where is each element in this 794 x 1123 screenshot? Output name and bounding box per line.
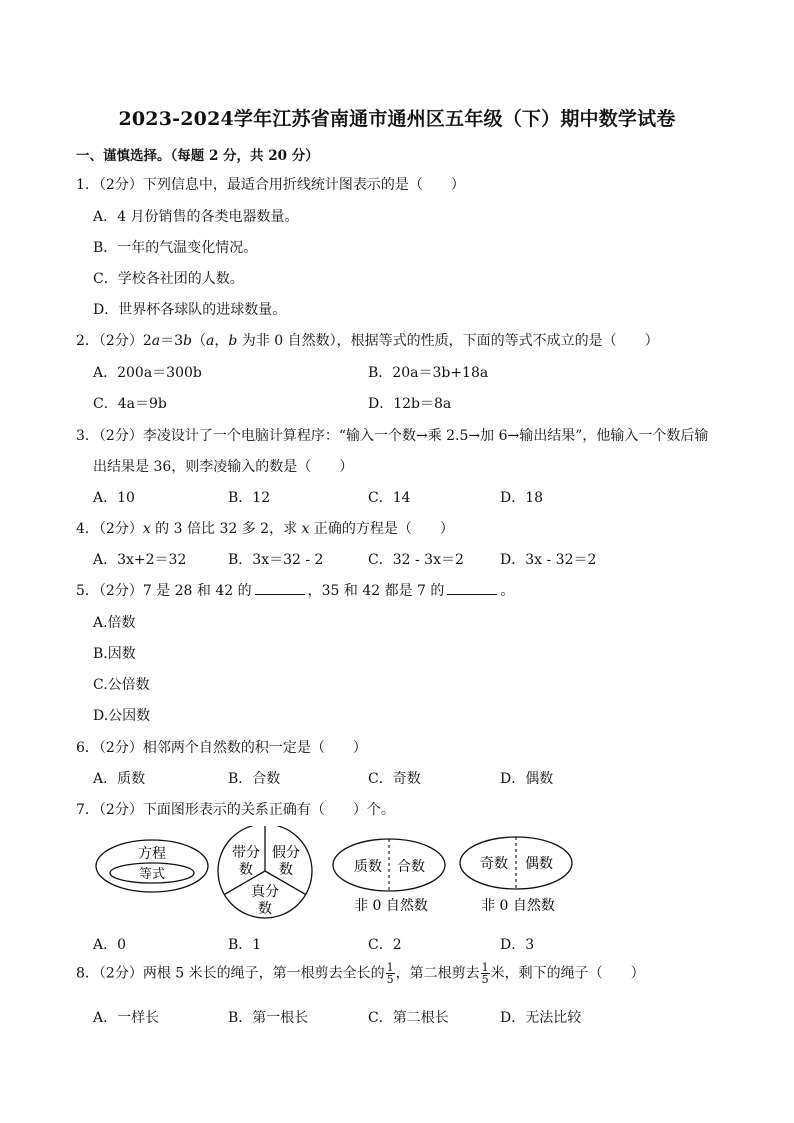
- q2-option-c[interactable]: C．4a＝9b: [93, 396, 167, 412]
- question-3-stem-line2: 出结果是 36，则李凌输入的数是（ ）: [93, 459, 354, 475]
- q2-option-a[interactable]: A．200a＝300b: [93, 365, 202, 381]
- q3-option-a[interactable]: A．10: [93, 490, 135, 506]
- label-even: 偶数: [525, 856, 553, 872]
- fraction-one-fifth: $\frac{1}{5}$: [386, 961, 394, 986]
- q6-option-b[interactable]: B．合数: [228, 771, 281, 787]
- question-1-stem: 1．（2分）下列信息中，最适合用折线统计图表示的是（ ）: [76, 177, 465, 193]
- question-5-stem: 5．（2分）7 是 28 和 42 的 ，35 和 42 都是 7 的 。: [76, 583, 515, 599]
- q4-option-c[interactable]: C．32 - 3x＝2: [368, 552, 464, 568]
- q6-option-a[interactable]: A．质数: [93, 771, 146, 787]
- q5-option-b[interactable]: B.因数: [93, 646, 136, 662]
- diagram-prime-composite: [333, 839, 445, 914]
- answer-blank-2[interactable]: [447, 584, 497, 595]
- label-improper-1: 假分: [272, 845, 300, 861]
- q1-option-b[interactable]: B．一年的气温变化情况。: [93, 240, 258, 256]
- diagram-fractions-circle: [218, 826, 312, 918]
- q6-option-c[interactable]: C．奇数: [368, 771, 421, 787]
- q1-option-a[interactable]: A．4 月份销售的各类电器数量。: [93, 209, 299, 225]
- q2-option-b[interactable]: B．20a＝3b+18a: [368, 365, 489, 381]
- q3-option-b[interactable]: B．12: [228, 490, 271, 506]
- q7-diagrams: [0, 826, 794, 928]
- q3-option-d[interactable]: D．18: [500, 490, 544, 506]
- label-mixed-2: 数: [239, 862, 253, 878]
- question-8-stem: 8．（2分）两根 5 米长的绳子，第一根剪去全长的 $\frac{1}{5}$ ，第二根剪去 $\frac{1}{5}$ 米，剩下的绳子（ ）: [76, 961, 645, 986]
- q6-option-d[interactable]: D．偶数: [500, 771, 554, 787]
- q7-option-d[interactable]: D．3: [500, 937, 535, 953]
- q8-option-d[interactable]: D．无法比较: [500, 1010, 582, 1026]
- q7-option-b[interactable]: B．1: [228, 937, 262, 953]
- fraction-one-fifth-meter: $\frac{1}{5}$: [481, 961, 489, 986]
- q5-option-d[interactable]: D.公因数: [93, 708, 151, 724]
- diagram-odd-even: [460, 837, 572, 914]
- label-equality: 等式: [138, 867, 166, 882]
- q5-option-a[interactable]: A.倍数: [93, 615, 136, 631]
- label-equation: 方程: [138, 846, 166, 862]
- label-proper-1: 真分: [251, 884, 279, 900]
- diagram-equation-set: [96, 840, 208, 892]
- q7-option-a[interactable]: A．0: [93, 937, 127, 953]
- q4-option-b[interactable]: B．3x＝32 - 2: [228, 552, 324, 568]
- question-3-stem-line1: 3．（2分）李凌设计了一个电脑计算程序：“输入一个数→乘 2.5→加 6→输出结果”，他输入一个数后输: [76, 428, 709, 444]
- label-prime: 质数: [354, 859, 382, 875]
- q1-option-d[interactable]: D．世界杯各球队的进球数量。: [93, 302, 287, 318]
- label-improper-2: 数: [279, 862, 293, 878]
- label-proper-2: 数: [258, 901, 272, 917]
- question-2-stem: 2．（2分）2a＝3b（a，b 为非 0 自然数），根据等式的性质，下面的等式不成立的是（ ）: [76, 333, 659, 349]
- q4-option-a[interactable]: A．3x+2＝32: [93, 552, 187, 568]
- q5-option-c[interactable]: C.公倍数: [93, 677, 150, 693]
- q4-option-d[interactable]: D．3x - 32＝2: [500, 552, 597, 568]
- caption-nonzero-naturals: 非 0 自然数: [481, 898, 555, 914]
- q3-option-c[interactable]: C．14: [368, 490, 411, 506]
- answer-blank-1[interactable]: [255, 584, 305, 595]
- question-4-stem: 4．（2分）x 的 3 倍比 32 多 2，求 x 正确的方程是（ ）: [76, 521, 454, 537]
- question-6-stem: 6．（2分）相邻两个自然数的积一定是（ ）: [76, 740, 367, 756]
- section-heading: 一、谨慎选择。（每题 2 分，共 20 分）: [76, 148, 319, 164]
- q1-option-c[interactable]: C．学校各社团的人数。: [93, 271, 244, 287]
- q8-option-c[interactable]: C．第二根长: [368, 1010, 449, 1026]
- q7-option-c[interactable]: C．2: [368, 937, 402, 953]
- q8-option-b[interactable]: B．第一根长: [228, 1010, 309, 1026]
- label-mixed-1: 带分: [232, 845, 260, 861]
- q2-option-d[interactable]: D．12b＝8a: [368, 396, 452, 412]
- caption-nonzero-naturals: 非 0 自然数: [354, 898, 428, 914]
- question-7-stem: 7．（2分）下面图形表示的关系正确有（ ）个。: [76, 802, 395, 818]
- q8-option-a[interactable]: A．一样长: [93, 1010, 160, 1026]
- page-title: 2023-2024学年江苏省南通市通州区五年级（下）期中数学试卷: [118, 108, 676, 130]
- label-composite: 合数: [397, 859, 425, 875]
- label-odd: 奇数: [480, 856, 508, 872]
